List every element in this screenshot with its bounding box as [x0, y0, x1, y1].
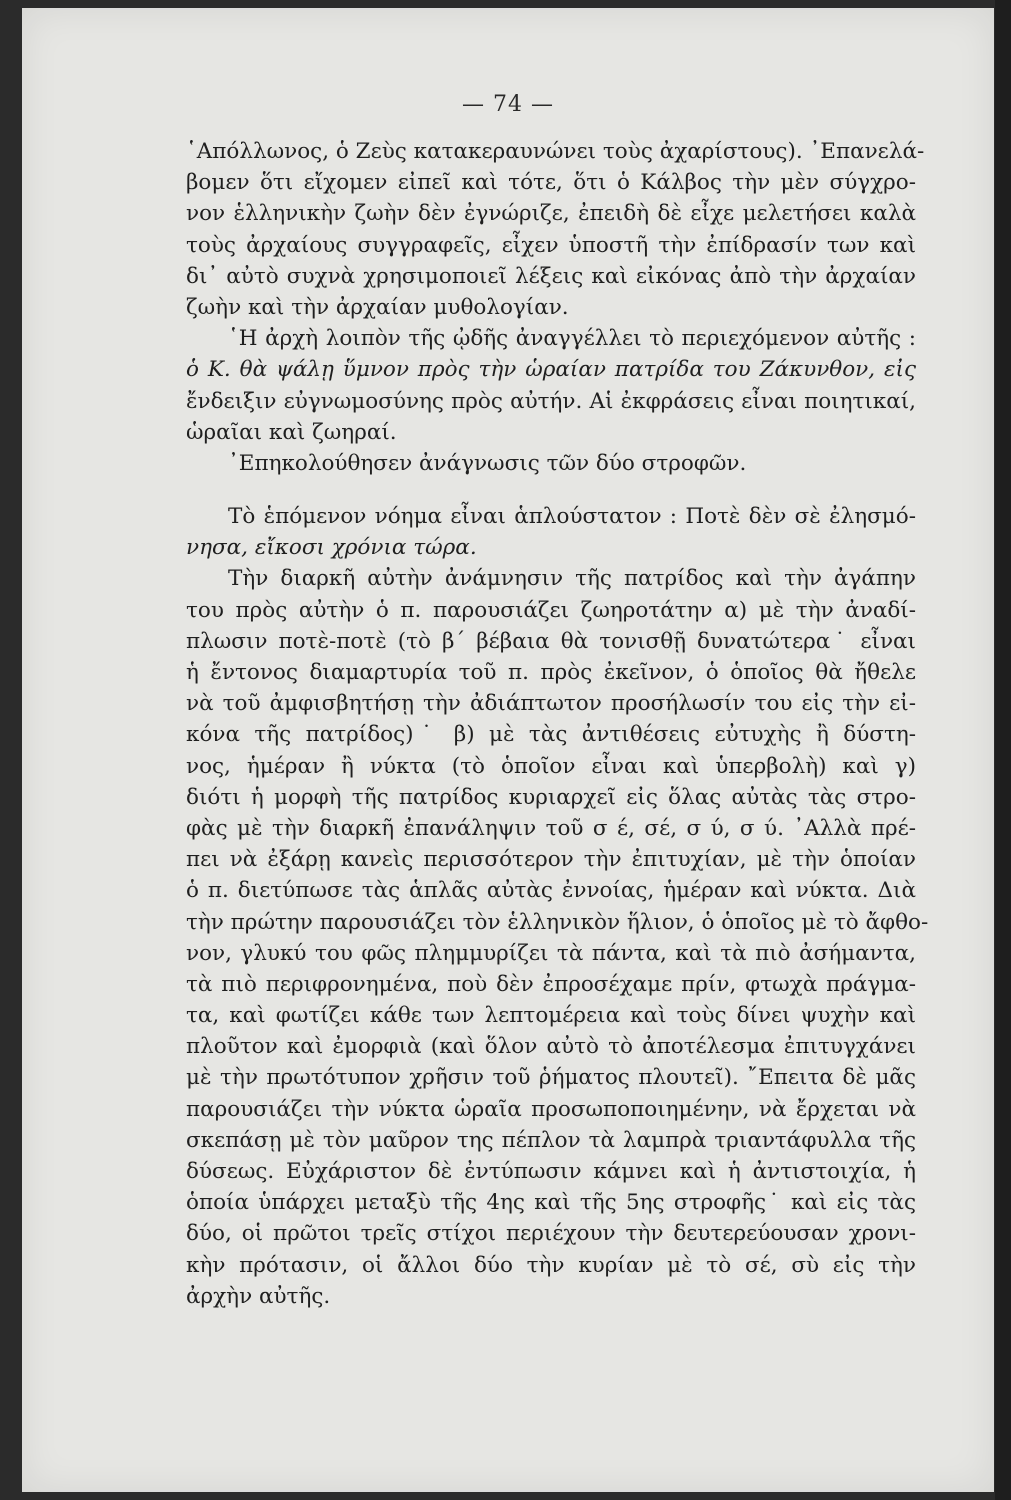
- text-line: του πρὸς αὐτὴν ὁ π. παρουσιάζει ζωηροτάτην α) μὲ τὴν ἀναδί-: [186, 597, 916, 623]
- text-line: βομεν ὅτι εἴχομεν εἰπεῖ καὶ τότε, ὅτι ὁ Κάλβος τὴν μὲν σύγχρο-: [186, 170, 916, 196]
- text-line: δύσεως. Εὐχάριστον δὲ ἐντύπωσιν κάμνει καὶ ἡ ἀντιστοιχία, ἡ: [186, 1159, 916, 1184]
- text-line: Τὴν διαρκῆ αὐτὴν ἀνάμνησιν τῆς πατρίδος καὶ τὴν ἀγάπην: [228, 566, 916, 592]
- text-line: δι᾿ αὐτὸ συχνὰ χρησιμοποιεῖ λέξεις καὶ εἰκόνας ἀπὸ τὴν ἀρχαίαν: [186, 263, 916, 289]
- paragraph: [186, 501, 916, 563]
- text-line: παρουσιάζει τὴν νύκτα ὡραῖα προσωποποιημένην, νὰ ἔρχεται νὰ: [186, 1096, 916, 1122]
- text-line: πλωσιν ποτὲ-ποτὲ (τὸ β΄ βέβαια θὰ τονισθῇ δυνατώτερα˙ εἶναι: [186, 628, 916, 654]
- text-line: ἡ ἔντονος διαμαρτυρία τοῦ π. πρὸς ἐκεῖνον, ὁ ὁποῖος θὰ ἤθελε: [186, 660, 916, 685]
- text-line: νησα, εἴκοσι χρόνια τώρα.: [186, 535, 477, 561]
- text-line: τὰ πιὸ περιφρονημένα, ποὺ δὲν ἐπροσέχαμε πρίν, φτωχὰ πράγμα-: [186, 971, 916, 997]
- text-line: νος, ἡμέραν ἢ νύκτα (τὸ ὁποῖον εἶναι καὶ ὑπερβολὴ) καὶ γ): [186, 753, 916, 779]
- body-text: [186, 136, 929, 1312]
- paragraph: [186, 136, 925, 323]
- text-line: νὰ τοῦ ἀμφισβητήσῃ τὴν ἀδιάπτωτον προσήλωσίν του εἰς τὴν εἰ-: [186, 691, 916, 717]
- text-line: ἔνδειξιν εὐγνωμοσύνης πρὸς αὐτήν. Αἱ ἐκφράσεις εἶναι ποιητικαί,: [186, 388, 916, 414]
- text-line: τα, καὶ φωτίζει κάθε των λεπτομέρεια καὶ τοὺς δίνει ψυχὴν καὶ: [186, 1003, 916, 1029]
- book-page: [22, 8, 994, 1492]
- text-line: ὁποία ὑπάρχει μεταξὺ τῆς 4ης καὶ τῆς 5ης στροφῆς˙ καὶ εἰς τὰς: [186, 1190, 916, 1216]
- text-line: νον ἑλληνικὴν ζωὴν δὲν ἐγνώριζε, ἐπειδὴ δὲ εἶχε μελετήσει καλὰ: [186, 201, 916, 227]
- text-line: δύο, οἱ πρῶτοι τρεῖς στίχοι περιέχουν τὴν δευτερεύουσαν χρονι-: [186, 1221, 916, 1247]
- text-line: μὲ τὴν πρωτότυπον χρῆσιν τοῦ ῥήματος πλουτεῖ). ῎Επειτα δὲ μᾶς: [186, 1065, 916, 1091]
- text-line: σκεπάσῃ μὲ τὸν μαῦρον της πέπλον τὰ λαμπρὰ τριαντάφυλλα τῆς: [186, 1127, 916, 1153]
- text-line: πλοῦτον καὶ ἐμορφιὰ (καὶ ὅλον αὐτὸ τὸ ἀποτέλεσμα ἐπιτυγχάνει: [186, 1034, 916, 1060]
- text-line: τοὺς ἀρχαίους συγγραφεῖς, εἶχεν ὑποστῆ τὴν ἐπίδρασίν των καὶ: [186, 232, 916, 258]
- text-line: διότι ἡ μορφὴ τῆς πατρίδος κυριαρχεῖ εἰς ὅλας αὐτὰς τὰς στρο-: [186, 784, 916, 810]
- text-line: νον, γλυκύ του φῶς πλημμυρίζει τὰ πάντα, καὶ τὰ πιὸ ἀσήμαντα,: [186, 940, 916, 966]
- text-line: ᾿Επηκολούθησεν ἀνάγνωσις τῶν δύο στροφῶν.: [228, 450, 747, 476]
- text-line: πει νὰ ἐξάρῃ κανεὶς περισσότερον τὴν ἐπιτυχίαν, μὲ τὴν ὁποίαν: [186, 847, 916, 873]
- paragraph: [186, 563, 929, 1312]
- text-line: κὴν πρότασιν, οἱ ἄλλοι δύο τὴν κυρίαν μὲ τὸ σέ, σὺ εἰς τὴν: [186, 1252, 916, 1278]
- text-line: ζωὴν καὶ τὴν ἀρχαίαν μυθολογίαν.: [186, 294, 569, 320]
- text-line: ὁ Κ. θὰ ψάλῃ ὕμνον πρὸς τὴν ὡραίαν πατρίδα του Ζάκυνθον, εἰς: [186, 357, 916, 383]
- text-line: τὴν πρώτην παρουσιάζει τὸν ἑλληνικὸν ἥλιον, ὁ ὁποῖος μὲ τὸ ἄφθο-: [186, 909, 929, 935]
- text-line: κόνα τῆς πατρίδος)˙ β) μὲ τὰς ἀντιθέσεις εὐτυχὴς ἢ δύστη-: [186, 722, 916, 748]
- text-line: ἀρχὴν αὐτῆς.: [186, 1283, 331, 1309]
- text-line: φὰς μὲ τὴν διαρκῆ ἐπανάληψιν τοῦ σ έ, σέ, σ ύ, σ ύ. ᾿Αλλὰ πρέ-: [186, 815, 916, 841]
- paragraph: [186, 448, 916, 479]
- text-line: ὁ π. διετύπωσε τὰς ἁπλᾶς αὐτὰς ἐννοίας, ἡμέραν καὶ νύκτα. Διὰ: [186, 878, 916, 904]
- text-line: Τὸ ἑπόμενον νόημα εἶναι ἁπλούστατον : Ποτὲ δὲν σὲ ἐλησμό-: [228, 504, 916, 530]
- page-number: — 74 —: [462, 92, 554, 117]
- page-edge-shadow: [995, 0, 1011, 1500]
- text-line: ὡραῖαι καὶ ζωηραί.: [186, 419, 397, 445]
- paragraph-gap: [186, 479, 916, 501]
- text-line: ῾Απόλλωνος, ὁ Ζεὺς κατακεραυνώνει τοὺς ἀχαρίστους). ᾿Επανελά-: [186, 139, 925, 164]
- paragraph: [186, 323, 916, 448]
- text-line: ῾Η ἀρχὴ λοιπὸν τῆς ᾠδῆς ἀναγγέλλει τὸ περιεχόμενον αὐτῆς :: [228, 326, 916, 352]
